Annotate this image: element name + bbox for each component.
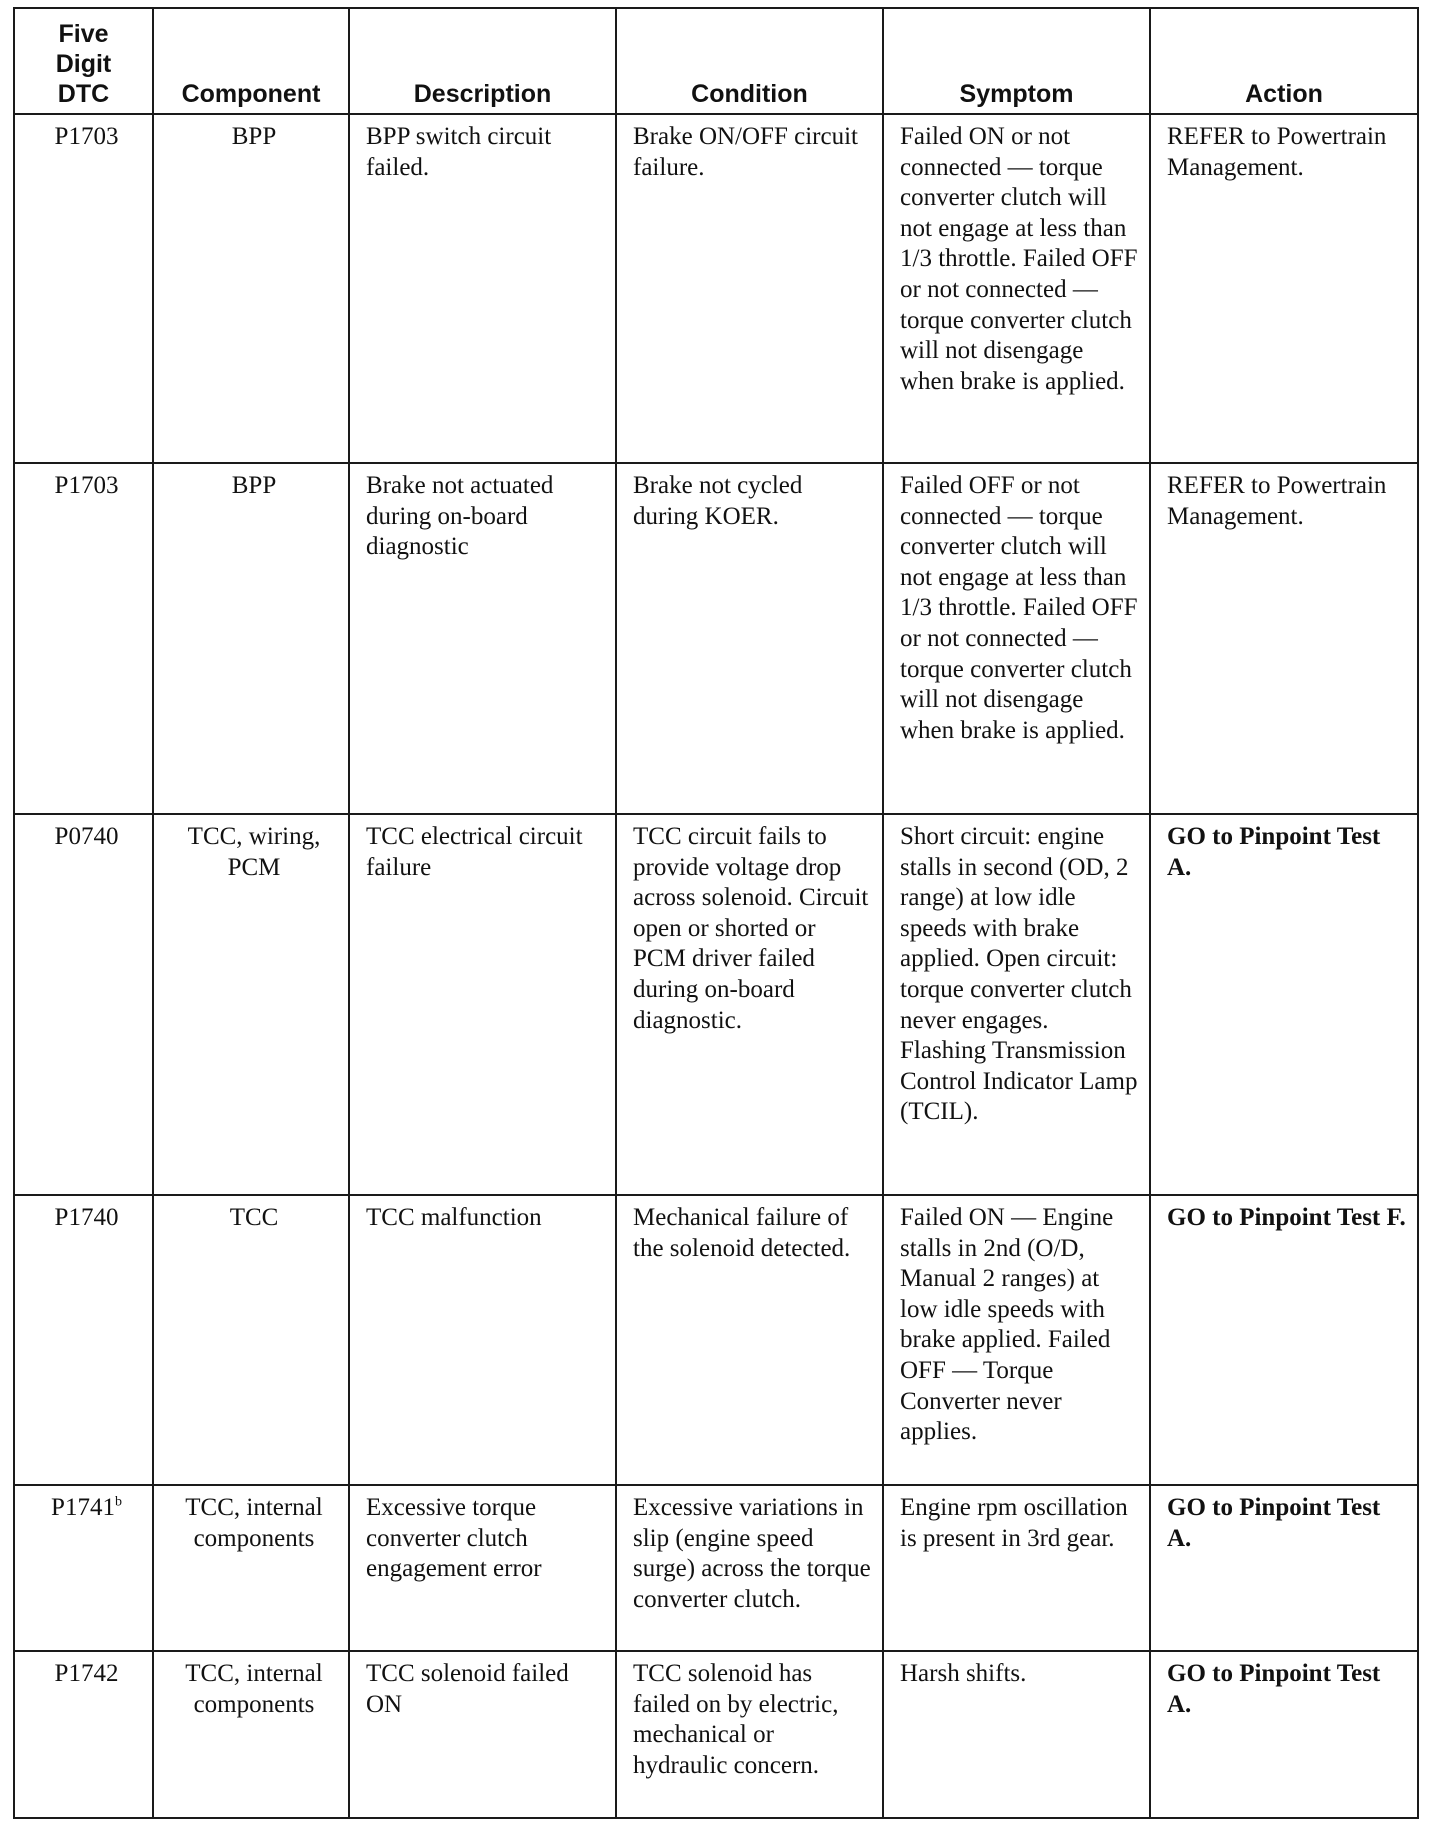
symptom-cell: Failed OFF or not connected — torque converter clutch will not engage at less than 1/3 throttle. Failed OFF or not connected — torque converter clutch will not disengage when brake is applied. [883,463,1150,814]
header-dtc-line2: Digit [55,50,112,78]
dtc-table-page [13,7,1417,1819]
component-cell: BPP [153,114,349,463]
symptom-cell: Failed ON or not connected — torque converter clutch will not engage at less than 1/3 throttle. Failed OFF or not connected — torque converter clutch will not disengage when brake is applied. [883,114,1150,463]
component-cell: TCC, wiring, PCM [153,814,349,1195]
dtc-table [13,7,1419,1819]
table-row [14,1195,1418,1485]
header-five-digit-dtc [14,8,153,114]
header-component: Component [153,8,349,114]
dtc-code: P1740 [54,1204,119,1231]
dtc-code-cell [14,1485,153,1651]
action-cell: REFER to Powertrain Management. [1150,114,1418,463]
condition-cell: Mechanical failure of the solenoid detected. [616,1195,883,1485]
component-cell: TCC, internal components [153,1651,349,1818]
dtc-code: P1741 [51,1494,115,1521]
action-cell: GO to Pinpoint Test A. [1150,814,1418,1195]
dtc-code-cell [14,114,153,463]
component-cell: TCC, internal components [153,1485,349,1651]
dtc-code: P1703 [54,472,119,499]
description-cell: TCC electrical circuit failure [349,814,616,1195]
header-action: Action [1150,8,1418,114]
symptom-cell: Engine rpm oscillation is present in 3rd gear. [883,1485,1150,1651]
table-header-row [14,8,1418,114]
table-row [14,1485,1418,1651]
dtc-code-cell [14,814,153,1195]
action-cell: GO to Pinpoint Test F. [1150,1195,1418,1485]
condition-cell: TCC circuit fails to provide voltage drop across solenoid. Circuit open or shorted or PCM driver failed during on-board diagnostic. [616,814,883,1195]
condition-cell: Brake ON/OFF circuit failure. [616,114,883,463]
condition-cell: Brake not cycled during KOER. [616,463,883,814]
symptom-cell: Harsh shifts. [883,1651,1150,1818]
header-symptom: Symptom [883,8,1150,114]
dtc-code: P0740 [54,823,119,850]
dtc-code: P1742 [54,1660,119,1687]
description-cell: TCC malfunction [349,1195,616,1485]
action-cell: REFER to Powertrain Management. [1150,463,1418,814]
action-cell: GO to Pinpoint Test A. [1150,1485,1418,1651]
header-description: Description [349,8,616,114]
table-row [14,463,1418,814]
header-dtc-line1: Five [58,20,109,48]
description-cell: Excessive torque converter clutch engagement error [349,1485,616,1651]
dtc-code-cell [14,1651,153,1818]
table-row [14,814,1418,1195]
dtc-code: P1703 [54,123,119,150]
table-row [14,114,1418,463]
description-cell: Brake not actuated during on-board diagnostic [349,463,616,814]
table-row [14,1651,1418,1818]
dtc-code-cell [14,463,153,814]
component-cell: TCC [153,1195,349,1485]
header-condition: Condition [616,8,883,114]
condition-cell: TCC solenoid has failed on by electric, mechanical or hydraulic concern. [616,1651,883,1818]
dtc-footnote-marker: b [114,1494,122,1510]
symptom-cell: Failed ON — Engine stalls in 2nd (O/D, Manual 2 ranges) at low idle speeds with brake applied. Failed OFF — Torque Converter never applies. [883,1195,1150,1485]
action-cell: GO to Pinpoint Test A. [1150,1651,1418,1818]
header-dtc-line3: DTC [57,80,110,108]
description-cell: TCC solenoid failed ON [349,1651,616,1818]
dtc-code-cell [14,1195,153,1485]
symptom-cell: Short circuit: engine stalls in second (OD, 2 range) at low idle speeds with brake applied. Open circuit: torque converter clutch never engages. Flashing Transmission Control Indicator Lamp (TCIL). [883,814,1150,1195]
component-cell: BPP [153,463,349,814]
condition-cell: Excessive variations in slip (engine speed surge) across the torque converter clutch. [616,1485,883,1651]
description-cell: BPP switch circuit failed. [349,114,616,463]
